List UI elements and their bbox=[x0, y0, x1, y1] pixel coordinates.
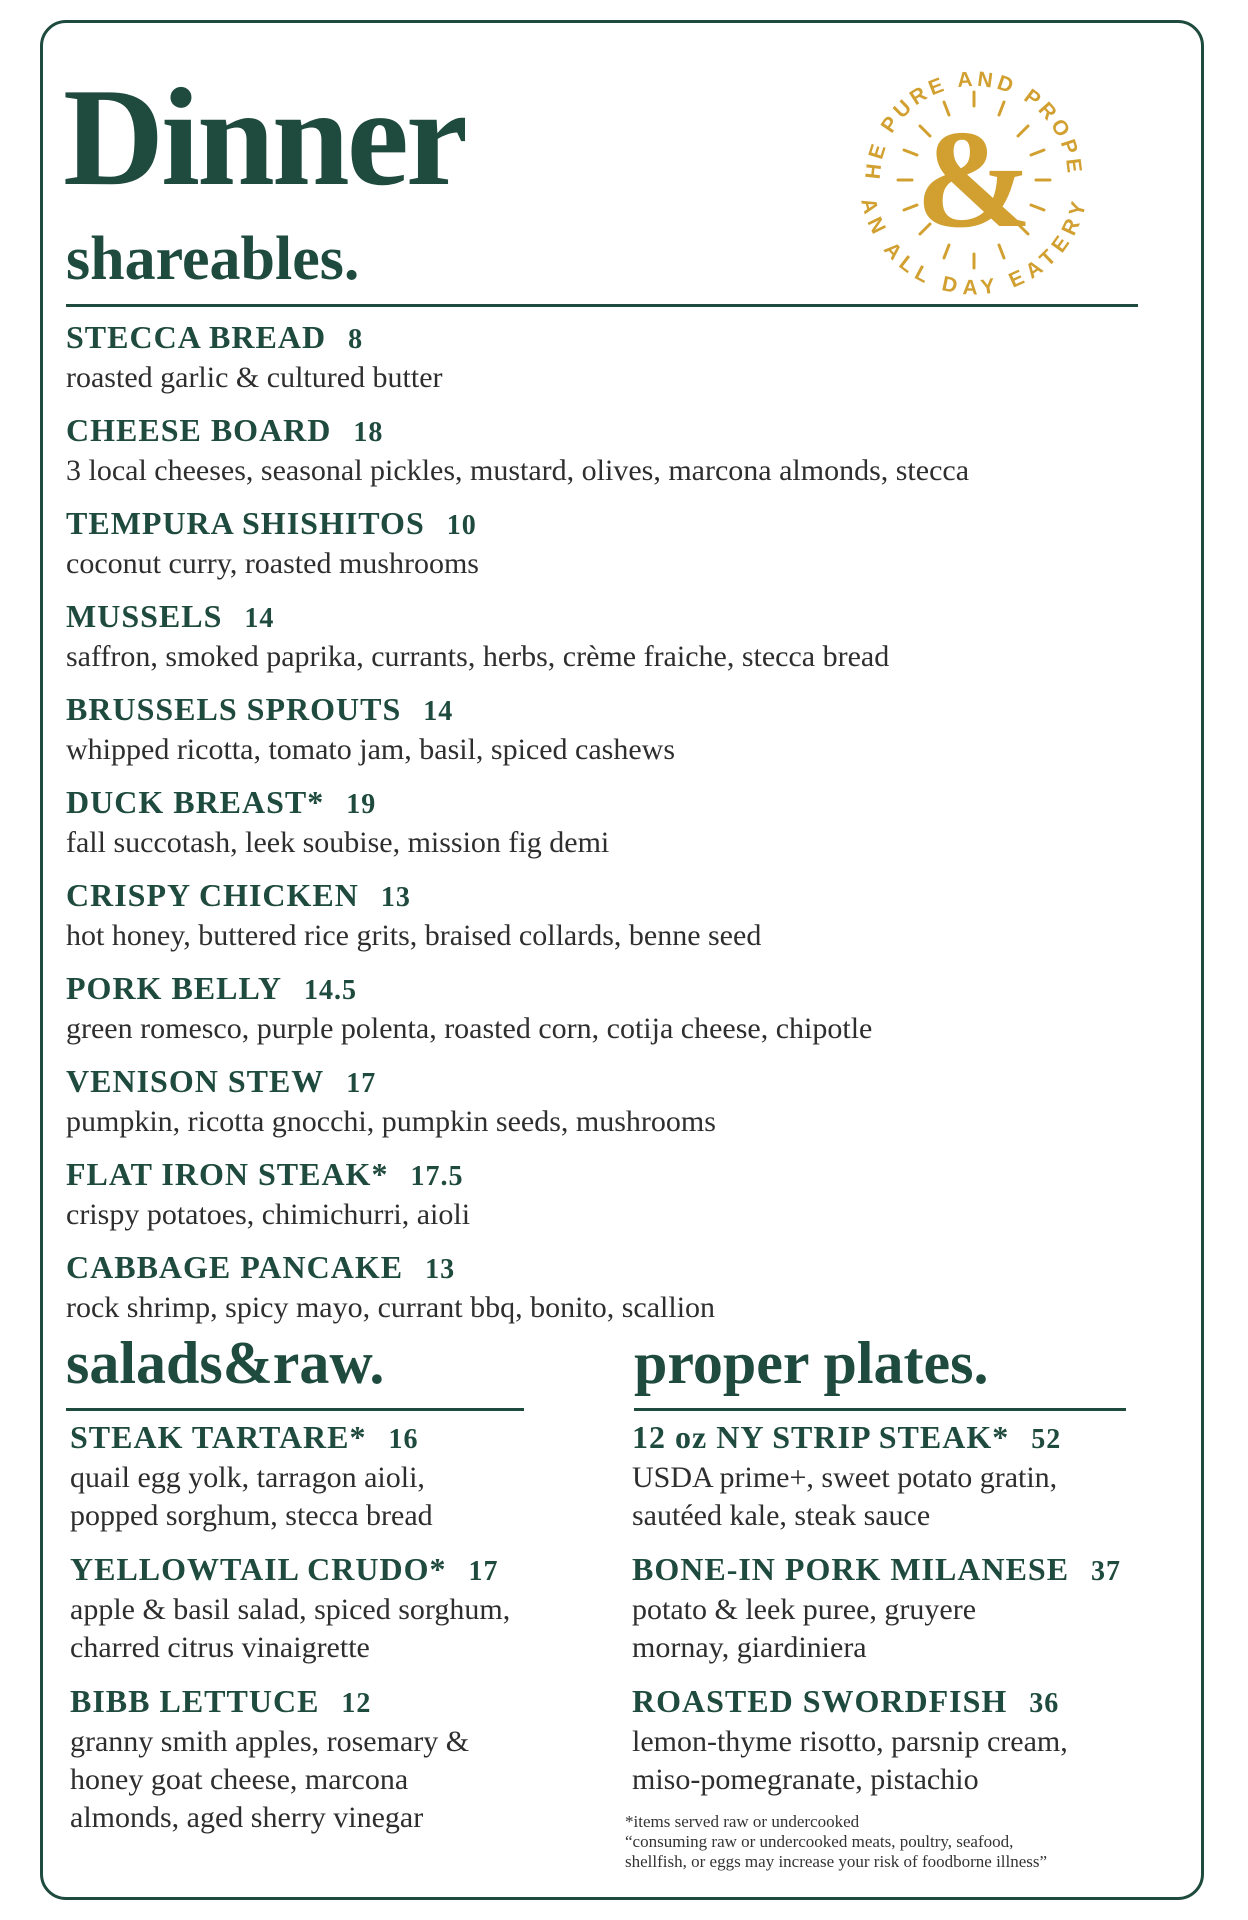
menu-item bbox=[66, 783, 609, 862]
item-title: STECCA BREAD bbox=[66, 319, 327, 355]
menu-item bbox=[632, 1418, 1061, 1535]
menu-item bbox=[70, 1682, 469, 1837]
proper-plates-heading: proper plates. bbox=[634, 1330, 989, 1396]
item-description: charred citrus vinaigrette bbox=[70, 1631, 370, 1664]
item-description: USDA prime+, sweet potato gratin, bbox=[632, 1461, 1058, 1494]
footnote-line-2: “consuming raw or undercooked meats, poultry, seafood, bbox=[625, 1832, 1014, 1851]
item-title: BRUSSELS SPROUTS bbox=[66, 691, 402, 727]
item-price: 36 bbox=[1029, 1688, 1060, 1719]
item-description: sautéed kale, steak sauce bbox=[632, 1499, 931, 1532]
menu-item bbox=[66, 969, 872, 1048]
item-title: YELLOWTAIL CRUDO* bbox=[70, 1551, 447, 1587]
item-title: VENISON STEW bbox=[66, 1063, 325, 1099]
item-name bbox=[70, 1418, 433, 1459]
item-title: CRISPY CHICKEN bbox=[66, 877, 359, 913]
page-title: Dinner bbox=[63, 60, 465, 215]
item-price: 8 bbox=[348, 324, 364, 355]
menu-item bbox=[66, 504, 479, 583]
item-price: 16 bbox=[388, 1424, 419, 1455]
menu-item bbox=[632, 1682, 1068, 1799]
footnote-line-3: shellfish, or eggs may increase your risk of foodborne illness” bbox=[625, 1852, 1048, 1871]
item-description: quail egg yolk, tarragon aioli, bbox=[70, 1461, 425, 1494]
item-title: ROASTED SWORDFISH bbox=[632, 1683, 1008, 1719]
item-name bbox=[632, 1682, 1068, 1723]
item-name bbox=[66, 318, 443, 359]
menu-item bbox=[70, 1550, 510, 1667]
eatery-logo bbox=[838, 30, 1110, 302]
ampersand-symbol: & bbox=[915, 102, 1033, 257]
menu-item bbox=[66, 690, 675, 769]
shareables-heading: shareables. bbox=[66, 225, 360, 293]
item-description: fall succotash, leek soubise, mission fig demi bbox=[66, 826, 610, 859]
item-name bbox=[66, 783, 609, 824]
salads-heading: salads&raw. bbox=[66, 1330, 385, 1396]
logo-top-text: HE PURE AND PROPE bbox=[861, 67, 1087, 181]
item-name bbox=[66, 969, 872, 1010]
item-price: 19 bbox=[346, 789, 377, 820]
item-price: 17.5 bbox=[410, 1161, 464, 1192]
item-description: popped sorghum, stecca bread bbox=[70, 1499, 433, 1532]
item-name bbox=[70, 1550, 510, 1591]
item-price: 10 bbox=[446, 510, 477, 541]
proper-plates-divider bbox=[634, 1408, 1126, 1411]
item-title: CABBAGE PANCAKE bbox=[66, 1249, 404, 1285]
item-title: MUSSELS bbox=[66, 598, 223, 634]
item-name bbox=[66, 1062, 716, 1103]
item-title: TEMPURA SHISHITOS bbox=[66, 505, 425, 541]
item-description: miso-pomegranate, pistachio bbox=[632, 1763, 979, 1796]
item-name bbox=[66, 597, 889, 638]
item-description: coconut curry, roasted mushrooms bbox=[66, 547, 479, 580]
item-description: pumpkin, ricotta gnocchi, pumpkin seeds, mushrooms bbox=[66, 1105, 716, 1138]
item-price: 14 bbox=[244, 603, 275, 634]
item-description: green romesco, purple polenta, roasted corn, cotija cheese, chipotle bbox=[66, 1012, 873, 1045]
item-price: 17 bbox=[346, 1068, 377, 1099]
item-price: 14.5 bbox=[303, 975, 357, 1006]
menu-item bbox=[66, 1248, 715, 1327]
item-title: BIBB LETTUCE bbox=[70, 1683, 320, 1719]
menu-item bbox=[66, 1062, 716, 1141]
item-price: 13 bbox=[380, 882, 411, 913]
item-title: 12 oz NY STRIP STEAK* bbox=[632, 1419, 1010, 1455]
item-name bbox=[70, 1682, 469, 1723]
salads-divider bbox=[66, 1408, 524, 1411]
item-description: crispy potatoes, chimichurri, aioli bbox=[66, 1198, 471, 1231]
item-name bbox=[66, 1248, 715, 1289]
menu-item bbox=[632, 1550, 1121, 1667]
menu-item bbox=[66, 876, 761, 955]
menu-item bbox=[66, 411, 969, 490]
menu-item bbox=[70, 1418, 433, 1535]
item-description: hot honey, buttered rice grits, braised collards, benne seed bbox=[66, 919, 762, 952]
item-title: CHEESE BOARD bbox=[66, 412, 332, 448]
item-name bbox=[66, 1155, 470, 1196]
item-description: rock shrimp, spicy mayo, currant bbq, bonito, scallion bbox=[66, 1291, 716, 1324]
item-description: whipped ricotta, tomato jam, basil, spiced cashews bbox=[66, 733, 676, 766]
item-name bbox=[66, 690, 675, 731]
item-price: 13 bbox=[425, 1254, 456, 1285]
menu-item bbox=[66, 318, 443, 397]
item-name bbox=[66, 411, 969, 452]
item-title: DUCK BREAST* bbox=[66, 784, 325, 820]
item-description: roasted garlic & cultured butter bbox=[66, 361, 443, 394]
shareables-divider bbox=[66, 304, 1138, 307]
item-title: BONE-IN PORK MILANESE bbox=[632, 1551, 1070, 1587]
menu-item bbox=[66, 1155, 470, 1234]
item-name bbox=[66, 876, 761, 917]
item-description: granny smith apples, rosemary & bbox=[70, 1725, 470, 1758]
item-description: almonds, aged sherry vinegar bbox=[70, 1801, 424, 1834]
item-description: apple & basil salad, spiced sorghum, bbox=[70, 1593, 511, 1626]
footnote-line-1: *items served raw or undercooked bbox=[625, 1812, 860, 1831]
item-title: PORK BELLY bbox=[66, 970, 282, 1006]
item-description: lemon-thyme risotto, parsnip cream, bbox=[632, 1725, 1068, 1758]
item-price: 14 bbox=[423, 696, 454, 727]
item-price: 37 bbox=[1091, 1556, 1122, 1587]
item-price: 52 bbox=[1031, 1424, 1062, 1455]
item-description: honey goat cheese, marcona bbox=[70, 1763, 409, 1796]
item-description: potato & leek puree, gruyere bbox=[632, 1593, 977, 1626]
item-description: saffron, smoked paprika, currants, herbs, crème fraiche, stecca bread bbox=[66, 640, 890, 673]
item-name bbox=[632, 1418, 1061, 1459]
item-price: 17 bbox=[468, 1556, 499, 1587]
item-title: STEAK TARTARE* bbox=[70, 1419, 367, 1455]
item-name bbox=[632, 1550, 1121, 1591]
menu-item bbox=[66, 597, 889, 676]
footnote bbox=[625, 1812, 1047, 1872]
item-description: mornay, giardiniera bbox=[632, 1631, 867, 1664]
item-price: 12 bbox=[341, 1688, 372, 1719]
logo-emblem bbox=[838, 30, 1110, 302]
item-title: FLAT IRON STEAK* bbox=[66, 1156, 389, 1192]
item-description: 3 local cheeses, seasonal pickles, mustard, olives, marcona almonds, stecca bbox=[66, 454, 970, 487]
item-price: 18 bbox=[353, 417, 384, 448]
item-name bbox=[66, 504, 479, 545]
logo-bottom-text: AN ALL DAY EATERY bbox=[856, 195, 1092, 300]
